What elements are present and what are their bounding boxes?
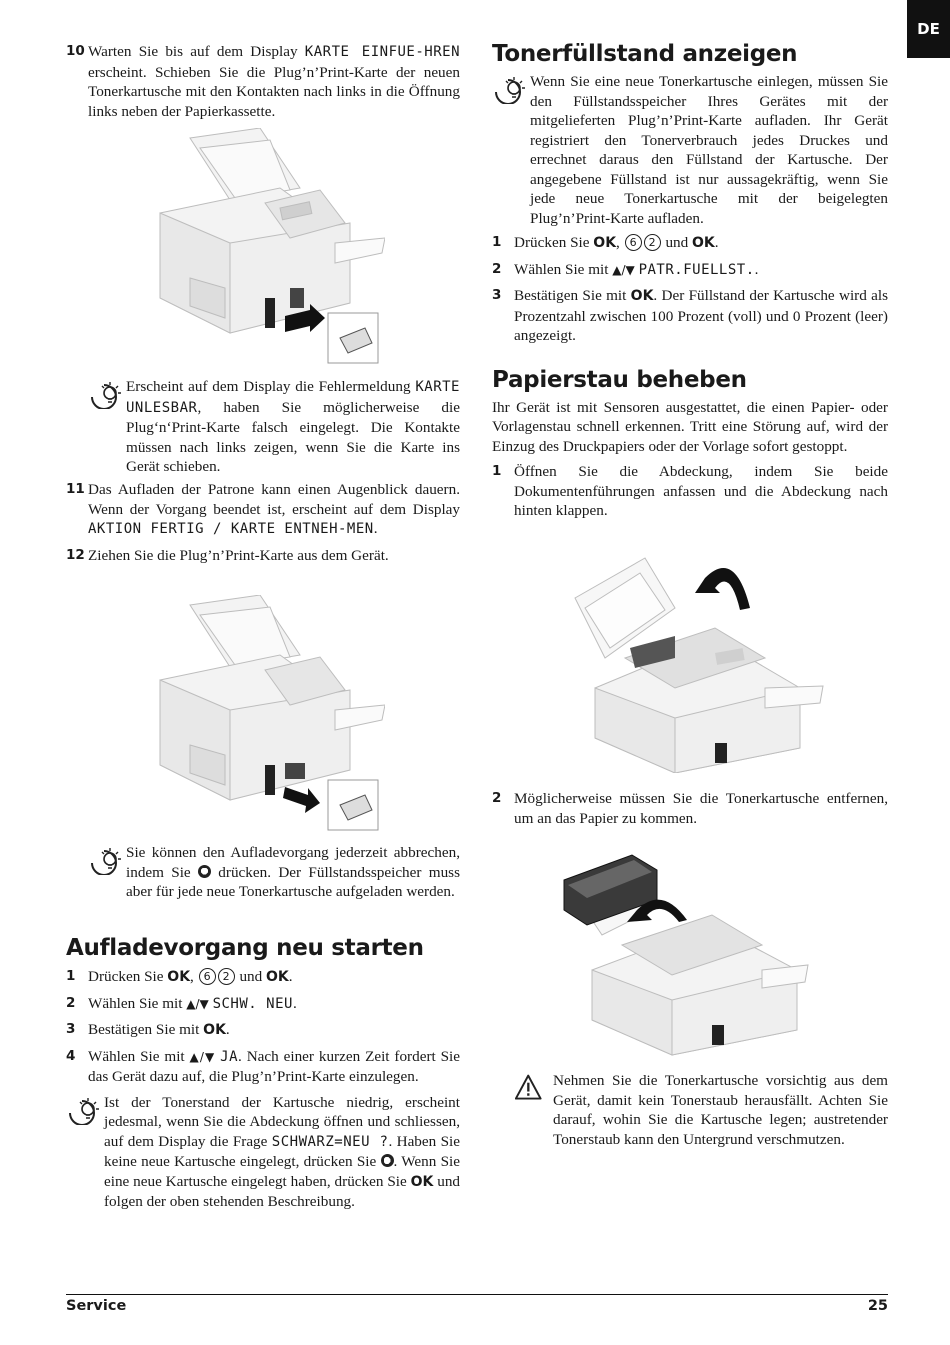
toner-step-3: 3 Bestätigen Sie mit OK. Der Füllstand der Kartusche wird als Prozentzahl zwischen 100 Prozent (voll) und 0 Prozent (leer) angezeigt. xyxy=(492,287,888,344)
right-column xyxy=(492,40,888,527)
step-12: 12 Ziehen Sie die Plug’n’Print-Karte aus dem Gerät. xyxy=(66,546,389,564)
key-2-icon: 2 xyxy=(218,968,235,985)
left-column-2 xyxy=(88,377,460,477)
tip-low-toner: Ist der Tonerstand der Kartusche niedrig, erscheint jedesmal, wenn Sie die Abdeckung öffnen und schliessen, auf dem Display die Frage SCHWARZ=NEU ?. Haben Sie keine neue Kartusche eingelegt, drücken Sie . Wenn Sie eine neue Kartusche eingelegt haben, drücken Sie OK und folgen der oben stehenden Beschreibung. xyxy=(66,1093,460,1212)
footer-page-number: 25 xyxy=(867,1298,888,1314)
lightbulb-tip-icon xyxy=(88,843,122,875)
display-text: KARTE EINFUE-HREN xyxy=(304,44,461,60)
restart-step-3: 3 Bestätigen Sie mit OK. xyxy=(66,1021,230,1038)
restart-step-1: 1 Drücken Sie OK, 6 2 und OK. xyxy=(66,968,293,985)
warning-block xyxy=(515,1071,888,1149)
heading-restart-charging: Aufladevorgang neu starten xyxy=(66,935,424,961)
toner-step-2: 2 Wählen Sie mit ▲/▼ PATR.FUELLST.. xyxy=(492,260,759,278)
tip-toner-level: Wenn Sie eine neue Tonerkartusche einlegen, müssen Sie den Füllstandsspeicher Ihres Gerätes mit der mitgelieferten Plug’n’Print-Karte aufladen. Ihr Gerät registriert den Tonerverbrauch jedes Druckes und errechnet daraus den Füllstand der Kartusche. Der angegebene Füllstand ist nur aussagekräftig, wenn Sie jede neue Tonerkartusche mit der beigelegten Plug’n’Print-Karte aufladen. xyxy=(492,72,888,228)
stop-key-icon xyxy=(198,865,211,878)
key-6-icon: 6 xyxy=(625,234,642,251)
language-tab: DE xyxy=(907,0,950,58)
fax-open-cover-illustration xyxy=(565,548,830,773)
paper-jam-intro: Ihr Gerät ist mit Sensoren ausgestattet, die einen Papier- oder Vorlagenstau schnell erkennen. Tritt eine Störung auf, wird der Einzug des Druckpapiers oder der Vorlage sofort gestoppt. xyxy=(492,398,888,455)
fax-card-remove-illustration xyxy=(150,595,385,835)
left-column xyxy=(66,42,460,127)
arrow-keys-icon: ▲/▼ xyxy=(189,1049,216,1064)
restart-step-4: 4 Wählen Sie mit ▲/▼ JA. Nach einer kurzen Zeit fordert Sie das Gerät dazu auf, die Plug’n’Print-Karte einzulegen. xyxy=(66,1047,461,1085)
tip-card-unreadable: Erscheint auf dem Display die Fehlermeldung KARTE UNLESBAR, haben Sie möglicherweise die Plug‘n‘Print-Karte falsch eingelegt. Die Kontakte müssen nach links zeigen, wenn Sie die Karte ins Gerät schieben. xyxy=(88,377,460,477)
footer-rule xyxy=(66,1294,888,1295)
arrow-keys-icon: ▲/▼ xyxy=(612,262,635,277)
heading-paper-jam: Papierstau beheben xyxy=(492,366,747,393)
left-column-4 xyxy=(88,843,460,902)
warning-triangle-icon xyxy=(515,1073,545,1103)
fax-remove-cartridge-illustration xyxy=(562,850,810,1060)
right-column-2 xyxy=(492,789,888,834)
footer-section-name: Service xyxy=(66,1298,127,1314)
paper-step-1: 1 Öffnen Sie die Abdeckung, indem Sie beide Dokumentenführungen anfassen und die Abdeckung nach hinten klappen. xyxy=(492,463,888,519)
step-11: 11 Das Aufladen der Patrone kann einen Augenblick dauern. Wenn der Vorgang beendet ist, erscheint auf dem Display AKTION FERTIG / KARTE ENTNEH-MEN. xyxy=(66,481,460,537)
heading-toner-level: Tonerfüllstand anzeigen xyxy=(492,41,798,67)
restart-step-2: 2 Wählen Sie mit ▲/▼ SCHW. NEU. xyxy=(66,994,297,1012)
lightbulb-tip-icon xyxy=(66,1093,100,1125)
warning-toner-dust: Nehmen Sie die Tonerkartusche vorsichtig aus dem Gerät, damit kein Tonerstaub herausfällt. Achten Sie darauf, wohin Sie die Kartusche legen; austretender Tonerstaub kann den Untergrund verschmutzen. xyxy=(515,1071,888,1149)
toner-step-1: 1 Drücken Sie OK, 6 2 und OK. xyxy=(492,234,719,251)
left-column-3 xyxy=(66,480,460,571)
left-column-5 xyxy=(66,934,460,1212)
tip-cancel-charging: Sie können den Aufladevorgang jederzeit abbrechen, indem Sie drücken. Der Füllstandsspeicher muss aber für jede neue Tonerkartusche aufgeladen werden. xyxy=(88,843,460,902)
key-6-icon: 6 xyxy=(199,968,216,985)
arrow-keys-icon: ▲/▼ xyxy=(186,996,209,1011)
lightbulb-tip-icon xyxy=(88,377,122,409)
paper-step-2: 2 Möglicherweise müssen Sie die Tonerkartusche entfernen, um an das Papier zu kommen. xyxy=(492,790,888,827)
lightbulb-tip-icon xyxy=(492,72,526,104)
stop-key-icon xyxy=(381,1154,394,1167)
fax-card-insert-illustration xyxy=(150,128,385,368)
step-10: 10 Warten Sie bis auf dem Display KARTE EINFUE-HREN erscheint. Schieben Sie die Plug’n’Print-Karte der neuen Tonerkartusche mit den Kontakten nach links in die Öffnung links neben der Papierkassette. xyxy=(66,43,461,120)
key-2-icon: 2 xyxy=(644,234,661,251)
